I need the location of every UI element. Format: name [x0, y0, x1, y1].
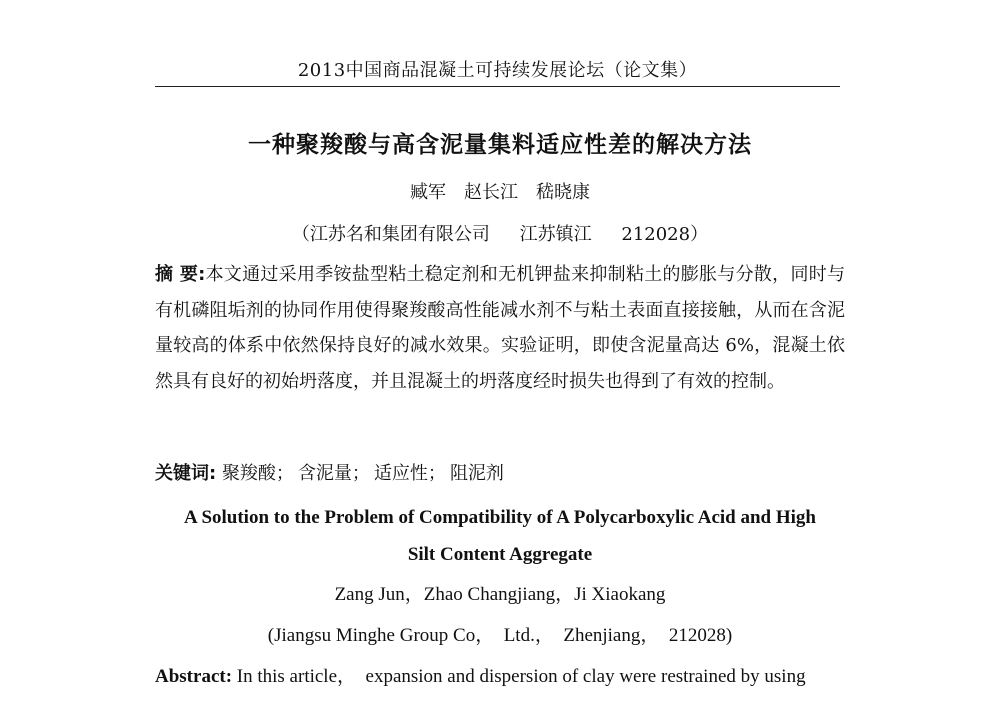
abstract-en-label: Abstract:: [155, 666, 233, 687]
affiliation-cn-org: （江苏名和集团有限公司: [291, 224, 490, 245]
authors-cn: 臧军 赵长江 嵇晓康: [410, 182, 590, 203]
paper-title-en-line2: Silt Content Aggregate: [407, 544, 593, 565]
keyword-item: 含泥量；: [297, 463, 370, 484]
keywords-cn: [155, 459, 845, 485]
abstract-en: [155, 661, 855, 688]
paper-title-en-line1: A Solution to the Problem of Compatibility of A Polycarboxylic Acid and High: [184, 507, 816, 528]
keyword-item: 聚羧酸；: [221, 463, 294, 484]
affiliation-cn-zip: 212028）: [621, 224, 709, 245]
authors-en: Zang Jun，Zhao Changjiang，Ji Xiaokang: [334, 584, 666, 605]
keyword-item: 适应性；: [373, 463, 446, 484]
abstract-cn-text: 本文通过采用季铵盐型粘土稳定剂和无机钾盐来抑制粘土的膨胀与分散，同时与有机磷阻垢剂的协同作用使得聚羧酸高性能减水剂不与粘土表面直接接触，从而在含泥量较高的体系中依然保持良好的减水效果。实验证明，即使含泥量高达 6%，混凝土依然具有良好的初始坍落度，并且混凝土的坍落度经时损失也得到了有效的控制。: [155, 264, 845, 392]
affiliation-cn-city: 江苏镇江: [519, 224, 592, 245]
journal-header: 2013中国商品混凝土可持续发展论坛（论文集）: [297, 60, 698, 81]
keywords-cn-label: 关键词:: [155, 463, 217, 484]
abstract-cn: [155, 257, 845, 399]
header-rule: [155, 86, 840, 87]
affiliation-en: (Jiangsu Minghe Group Co， Ltd.， Zhenjiang， 212028): [267, 625, 733, 646]
abstract-en-text: In this article， expansion and dispersion of clay were restrained by using: [232, 666, 806, 687]
abstract-cn-label: 摘 要:: [155, 264, 206, 285]
paper-title-en: [150, 499, 850, 573]
keyword-item: 阻泥剂: [449, 463, 504, 484]
paper-title-cn: 一种聚羧酸与高含泥量集料适应性差的解决方法: [248, 132, 752, 158]
affiliation-cn: [0, 220, 1000, 246]
